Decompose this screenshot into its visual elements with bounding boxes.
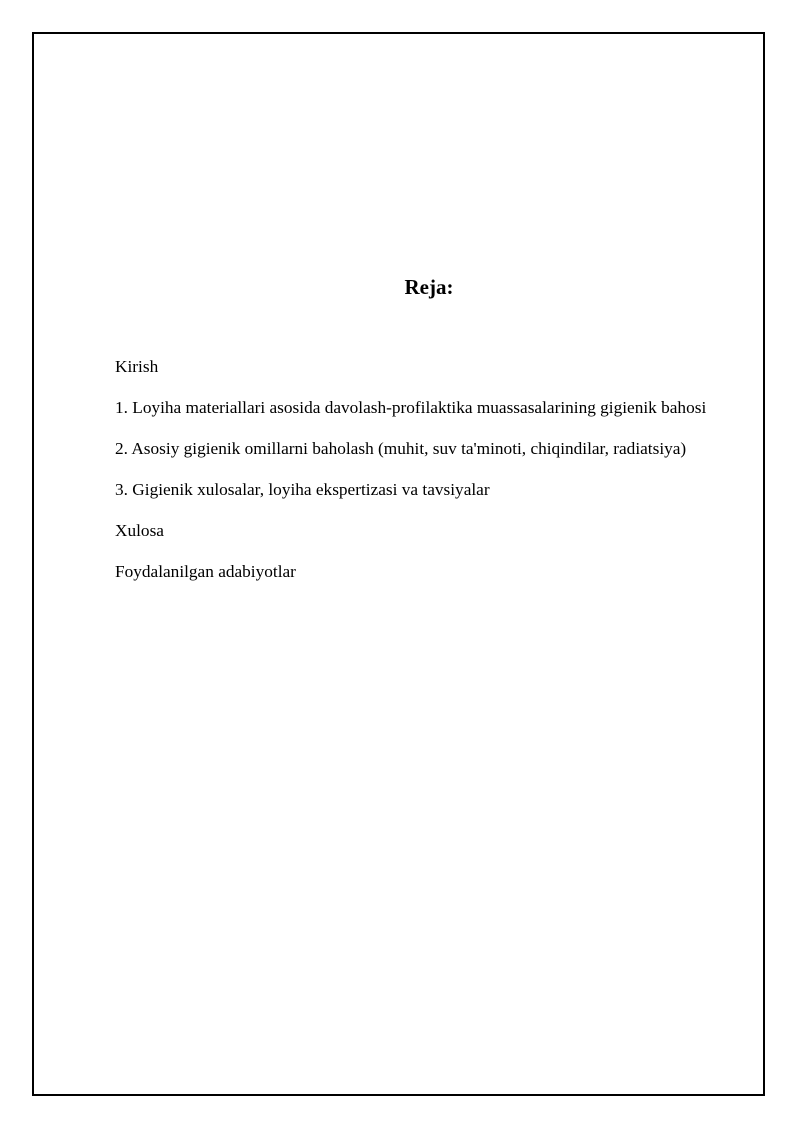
plan-item-3: 3. Gigienik xulosalar, loyiha ekspertizasi va tavsiyalar [115, 480, 490, 499]
plan-item-2: 2. Asosiy gigienik omillarni baholash (muhit, suv ta'minoti, chiqindilar, radiatsiya) [115, 439, 687, 458]
page-title: Reja: [404, 275, 454, 299]
plan-item-references: Foydalanilgan adabiyotlar [115, 562, 296, 581]
plan-item-conclusion: Xulosa [115, 521, 164, 540]
plan-item-1: 1. Loyiha materiallari asosida davolash-profilaktika muassasalarining gigienik bahosi [115, 398, 707, 417]
plan-item-introduction: Kirish [115, 357, 159, 376]
plan-list [115, 351, 745, 597]
